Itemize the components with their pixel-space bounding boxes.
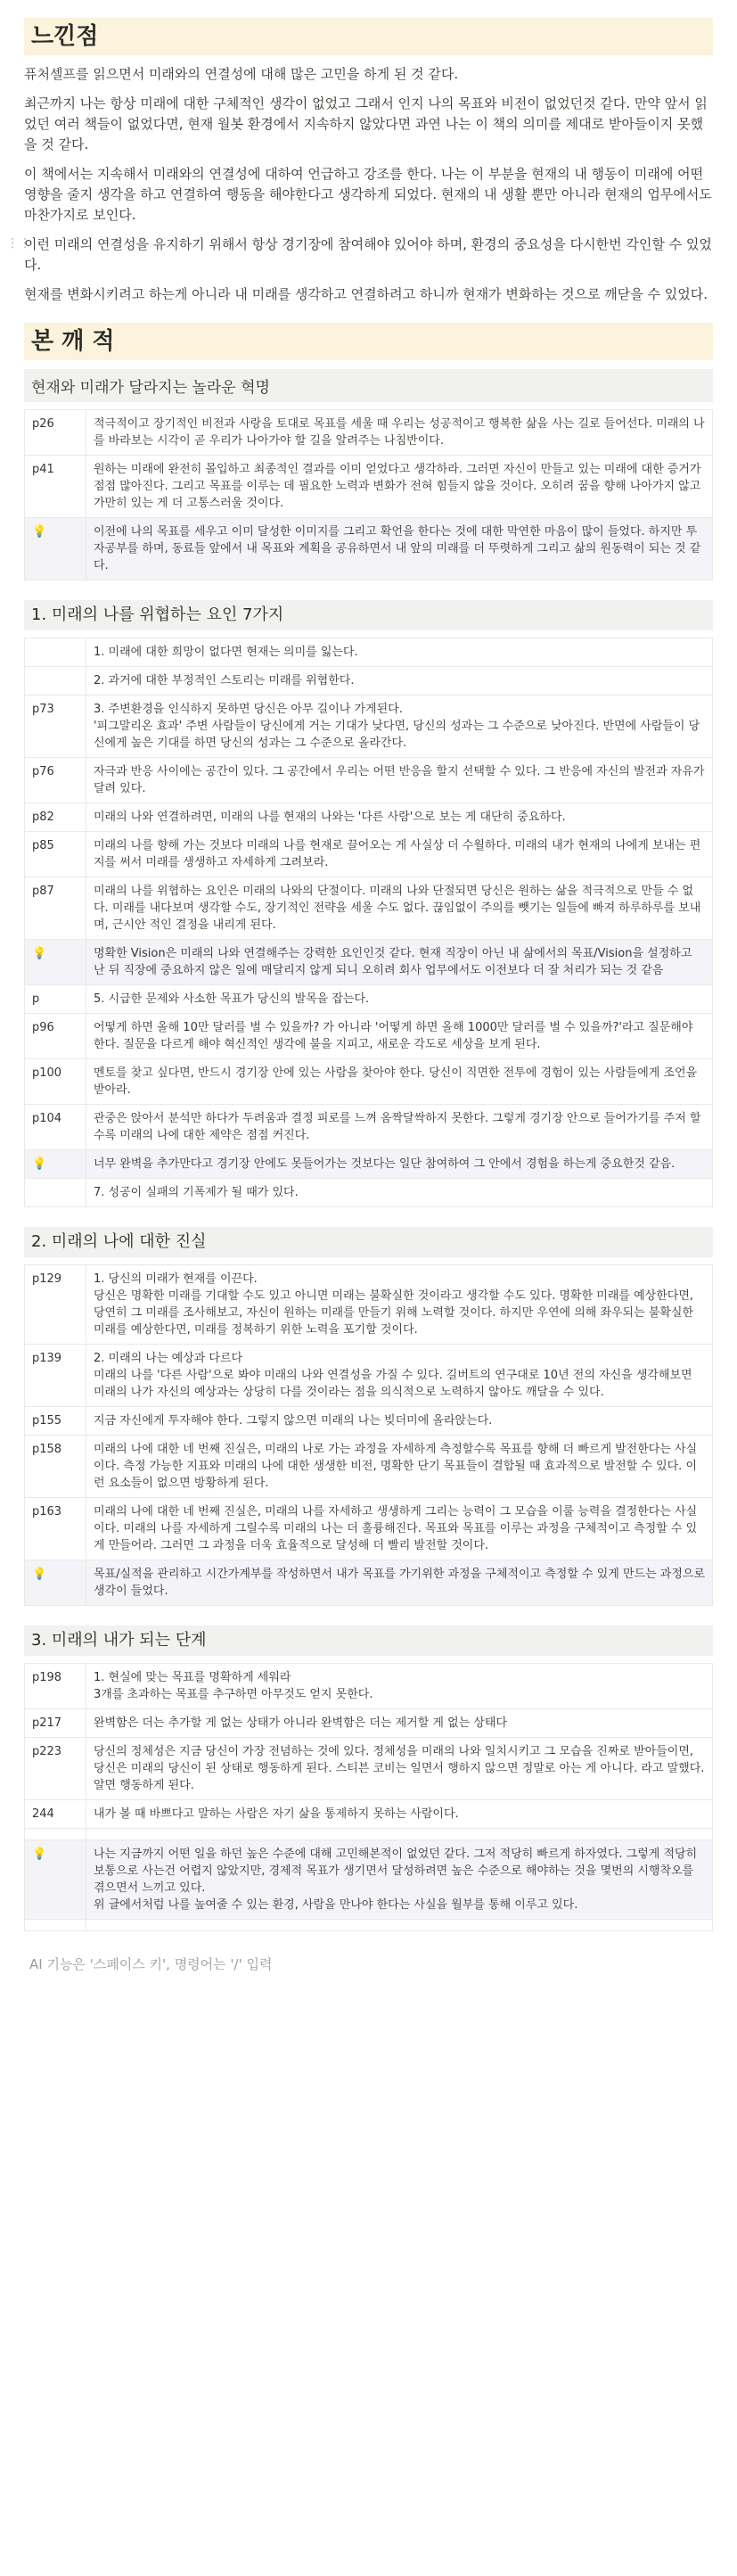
note-cell[interactable]: 나는 지금까지 어떤 일을 하던 높은 수준에 대해 고민해본적이 없었던 같다. 그저 적당히 빠르게 하자였다. 그렇게 적당히 보통으로 사는건 어렵지 않았지만, 경제적 목표가 생기면서 달성하려면 높은 수준으로 해야하는 것을 몇번의 시행착오를 겪으면서 느끼고 있다. 위 글에서처럼 나를 높여줄 수 있는 환경, 사람을 만나야 한다는 사실을 월부를 통해 이루고 있다. <box>86 1840 713 1920</box>
page-number-cell[interactable] <box>25 1829 86 1840</box>
note-cell[interactable]: 이전에 나의 목표를 세우고 이미 달성한 이미지를 그리고 확언을 한다는 것에 대한 막연한 마음이 많이 들었다. 하지만 투자공부를 하며, 동료들 앞에서 내 목표와 계획을 공유하면서 내 앞의 미래를 더 뚜렷하게 그리고 삶의 원동력이 되는 것 같다. <box>86 518 713 580</box>
note-cell[interactable]: 관중은 앉아서 분석만 하다가 두려움과 결정 피로를 느껴 옴짝달싹하지 못한다. 그렇게 경기장 안으로 들어가기를 주저 할수록 미래의 나에 대한 제약은 점점 커진다. <box>86 1105 713 1150</box>
page-number-cell[interactable]: p87 <box>25 877 86 940</box>
note-cell[interactable]: 미래의 나를 향해 가는 것보다 미래의 나를 현재로 끌어오는 게 사실상 더 수월하다. 미래의 내가 현재의 나에게 보내는 편지를 써서 미래를 생생하고 자세하게 그려보라. <box>86 832 713 877</box>
lightbulb-icon[interactable]: 💡 <box>25 1840 86 1920</box>
impression-title[interactable]: 느낀점 <box>31 23 99 50</box>
note-cell[interactable]: 명확한 Vision은 미래의 나와 연결해주는 강력한 요인인것 같다. 현재 직장이 아닌 내 삶에서의 목표/Vision을 설정하고 난 뒤 직장에 중요하지 않은 일에 매달리지 않게 되니 오히려 회사 업무에서도 이전보다 더 잘 처리가 되는 것 같음 <box>86 940 713 985</box>
note-cell[interactable]: 3. 주변환경을 인식하지 못하면 당신은 아무 길이나 가게된다. '피그말리온 효과' 주변 사람들이 당신에게 거는 기대가 낮다면, 당신의 성과는 그 수준으로 낮아진다. 반면에 사람들이 당신에게 높은 기대를 하면 당신의 성과는 그 수준으로 올라간다. <box>86 695 713 758</box>
page-number-cell[interactable]: p76 <box>25 758 86 803</box>
drag-handle-icon[interactable]: ⋮⋮ <box>6 236 31 251</box>
page-number-cell[interactable]: p100 <box>25 1059 86 1105</box>
note-cell[interactable]: 완벽함은 더는 추가할 게 없는 상태가 아니라 완벽함은 더는 제거할 게 없는 상태다 <box>86 1709 713 1738</box>
quote-row <box>25 1664 713 1709</box>
impression-body <box>6 64 713 305</box>
quote-row <box>25 667 713 695</box>
page-number-cell[interactable]: p158 <box>25 1436 86 1498</box>
note-cell[interactable]: 당신의 정체성은 지금 당신이 가장 전념하는 것에 있다. 정체성을 미래의 나와 일치시키고 그 모습을 진짜로 받아들이면, 당신은 미래의 당신이 된 상태로 행동하게 된다. 스티븐 코비는 일면서 행하지 않으면 정말로 아는 게 아니다. 라고 말했다. 알면 행동하게 된다. <box>86 1738 713 1800</box>
quote-row <box>25 1709 713 1738</box>
page-number-cell[interactable]: p85 <box>25 832 86 877</box>
quote-row <box>25 1059 713 1105</box>
sections-container <box>24 600 713 1931</box>
main-title[interactable]: 본 깨 적 <box>31 328 115 355</box>
page-number-cell[interactable]: p104 <box>25 1105 86 1150</box>
quote-row <box>25 1829 713 1840</box>
quote-row <box>25 1345 713 1407</box>
note-cell[interactable]: 어떻게 하면 올해 10만 달러를 벌 수 있을까? 가 아니라 '어떻게 하면 올해 1000만 달러를 벌 수 있을까?'라고 질문해야 한다. 질문을 다르게 해야 혁신적인 생각에 불을 지피고, 새로운 각도로 세상을 보게 된다. <box>86 1014 713 1059</box>
quote-row <box>25 877 713 940</box>
page-number-cell[interactable] <box>25 1179 86 1207</box>
page-number-cell[interactable] <box>25 1920 86 1931</box>
insight-row <box>25 1560 713 1606</box>
note-cell[interactable]: 2. 미래의 나는 예상과 다르다 미래의 나를 '다른 사람'으로 봐야 미래의 나와 연결성을 가질 수 있다. 길버트의 연구대로 10년 전의 자신을 생각해보면 미래의 나가 자신의 예상과는 상당히 다를 것이라는 점을 의식적으로 노력하지 않아도 깨달을 수 있다. <box>86 1345 713 1407</box>
note-cell[interactable]: 7. 성공이 실패의 기폭제가 될 때가 있다. <box>86 1179 713 1207</box>
note-cell[interactable]: 멘토를 찾고 싶다면, 반드시 경기장 안에 있는 사람을 찾아야 한다. 당신이 직면한 전투에 경험이 있는 사람들에게 조언을 받아라. <box>86 1059 713 1105</box>
page-number-cell[interactable]: 244 <box>25 1800 86 1829</box>
ai-hint-placeholder[interactable]: AI 기능은 '스페이스 키', 명령어는 '/' 입력 <box>29 1956 273 1972</box>
lightbulb-icon[interactable]: 💡 <box>25 940 86 985</box>
note-cell[interactable]: 2. 과거에 대한 부정적인 스토리는 미래를 위협한다. <box>86 667 713 695</box>
main-subtitle[interactable]: 현재와 미래가 달라지는 놀라운 혁명 <box>24 369 713 402</box>
lightbulb-icon[interactable]: 💡 <box>25 1560 86 1606</box>
section-table <box>24 1264 713 1606</box>
page-number-cell[interactable] <box>25 638 86 667</box>
note-cell[interactable]: 미래의 나를 위협하는 요인은 미래의 나와의 단절이다. 미래의 나와 단절되면 당신은 원하는 삶을 적극적으로 만들 수 없다. 미래를 내다보며 생각할 수도, 장기적인 전략을 세울 수도 없다. 끊임없이 주의를 뺏기는 일들에 빠져 하루하루를 보내며, 근시안 적인 결정을 내리게 된다. <box>86 877 713 940</box>
page-number-cell[interactable]: p73 <box>25 695 86 758</box>
note-cell[interactable]: 지금 자신에게 투자해야 한다. 그렇지 않으면 미래의 나는 빚더미에 올라앉는다. <box>86 1407 713 1436</box>
quote-row <box>25 1920 713 1931</box>
quote-row <box>25 985 713 1014</box>
page-number-cell[interactable]: p <box>25 985 86 1014</box>
note-cell[interactable]: 미래의 나에 대한 네 번째 진실은, 미래의 나로 가는 과정을 자세하게 측정할수록 목표를 향해 더 빠르게 발전한다는 사실이다. 측정 가능한 지표와 미래의 나에 대한 생생한 비전, 명확한 단기 목표들이 결합될 때 효과적으로 발전할 수 있다. 이런 요소들이 없으면 방황하게 된다. <box>86 1436 713 1498</box>
note-cell[interactable] <box>86 1829 713 1840</box>
insight-row <box>25 1150 713 1179</box>
note-cell[interactable]: 1. 당신의 미래가 현재를 이끈다. 당신은 명확한 미래를 기대할 수도 있고 아니면 미래는 불확실한 것이라고 생각할 수도 있다. 명확한 미래를 예상한다면, 당연히 그 미래를 조사해보고, 자신이 원하는 미래를 만들기 위해 노력할 것이다. 하지만 우연에 의해 좌우되는 불확실한 미래를 예상한다면, 미래를 정복하기 위한 노력을 포기할 것이다. <box>86 1265 713 1345</box>
quote-row <box>25 695 713 758</box>
note-cell[interactable]: 미래의 나에 대한 네 번째 진실은, 미래의 나를 자세하고 생생하게 그리는 능력이 그 모습을 이룰 능력을 결정한다는 사실이다. 미래의 나를 자세하게 그릴수록 미래의 나는 더 훌륭해진다. 목표와 목표를 이루는 과정을 구체적이고 측정할 수 있게 만들어라. 그러면 그 과정을 더욱 효율적으로 달성해 더 빨리 발전할 것이다. <box>86 1498 713 1560</box>
page-number-cell[interactable]: p139 <box>25 1345 86 1407</box>
section-table <box>24 638 713 1207</box>
page-number-cell[interactable] <box>25 667 86 695</box>
section-heading[interactable]: 2. 미래의 나에 대한 진실 <box>24 1227 713 1257</box>
quote-row <box>25 1498 713 1560</box>
quote-row <box>25 1738 713 1800</box>
insight-row <box>25 1840 713 1920</box>
note-cell[interactable]: 목표/실적을 관리하고 시간가계부를 작성하면서 내가 목표를 가기위한 과정을 구체적이고 측정할 수 있게 만드는 과정으로 생각이 들었다. <box>86 1560 713 1606</box>
quote-row <box>25 1265 713 1345</box>
section-heading[interactable]: 3. 미래의 내가 되는 단계 <box>24 1625 713 1656</box>
quote-row <box>25 758 713 803</box>
note-cell[interactable]: 원하는 미래에 완전히 몰입하고 최종적인 결과를 이미 얻었다고 생각하라. 그러면 자신이 만들고 있는 미래에 대한 증거가 점점 많아진다. 그리고 목표를 이루는 데 필요한 노력과 변화가 전혀 힘들지 않을 것이다. 오히려 꿈을 향해 나아가지 않고 가만히 있는 게 더 고통스러울 것이다. <box>86 456 713 518</box>
note-cell[interactable]: 내가 볼 때 바쁘다고 말하는 사람은 자기 삶을 통제하지 못하는 사람이다. <box>86 1800 713 1829</box>
lightbulb-icon[interactable]: 💡 <box>25 1150 86 1179</box>
section-heading[interactable]: 1. 미래의 나를 위협하는 요인 7가지 <box>24 600 713 630</box>
page-number-cell[interactable]: p82 <box>25 803 86 832</box>
page-number-cell[interactable]: p223 <box>25 1738 86 1800</box>
page-number-cell[interactable]: p129 <box>25 1265 86 1345</box>
page-number-cell[interactable]: p163 <box>25 1498 86 1560</box>
lightbulb-icon[interactable]: 💡 <box>25 518 86 580</box>
quote-row <box>25 1436 713 1498</box>
quote-row <box>25 1179 713 1207</box>
impression-header <box>24 18 713 55</box>
note-cell[interactable]: 5. 시급한 문제와 사소한 목표가 당신의 발목을 잡는다. <box>86 985 713 1014</box>
page-number-cell[interactable]: p41 <box>25 456 86 518</box>
quote-row <box>25 410 713 456</box>
quote-row <box>25 1407 713 1436</box>
note-cell[interactable]: 1. 현실에 맞는 목표를 명확하게 세워라 3개를 초과하는 목표를 추구하면 아무것도 얻지 못한다. <box>86 1664 713 1709</box>
impression-paragraph[interactable]: 이런 미래의 연결성을 유지하기 위해서 항상 경기장에 참여해야 있어야 하며, 환경의 중요성을 다시한번 각인할 수 있었다. <box>24 236 712 273</box>
insight-row <box>25 940 713 985</box>
impression-paragraph[interactable]: 현재를 변화시키려고 하는게 아니라 내 미래를 생각하고 연결하려고 하니까 현재가 변화하는 것으로 깨닫을 수 있었다. <box>24 286 708 302</box>
note-cell[interactable]: 미래의 나와 연결하려면, 미래의 나를 현재의 나와는 '다른 사람'으로 보는 게 대단히 중요하다. <box>86 803 713 832</box>
impression-paragraph[interactable]: 최근까지 나는 항상 미래에 대한 구체적인 생각이 없었고 그래서 인지 나의 목표와 비전이 없었던것 같다. 만약 앞서 읽었던 여러 책들이 없었다면, 현재 월봇 환경에서 지속하지 않았다면 과연 나는 이 책의 의미를 제대로 받아들이지 못했을 것 같다. <box>24 95 708 152</box>
main-header <box>24 323 713 360</box>
page-number-cell[interactable]: p155 <box>25 1407 86 1436</box>
note-cell[interactable] <box>86 1920 713 1931</box>
note-cell[interactable]: 너무 완벽을 추가만다고 경기장 안에도 못들어가는 것보다는 일단 참여하여 그 안에서 경험을 하는게 중요한것 같음. <box>86 1150 713 1179</box>
quote-row <box>25 456 713 518</box>
impression-paragraph[interactable]: 퓨처셀프를 읽으면서 미래와의 연결성에 대해 많은 고민을 하게 된 것 같다. <box>24 66 459 82</box>
note-cell[interactable]: 적극적이고 장기적인 비전과 사랑을 토대로 목표를 세울 때 우리는 성공적이고 행복한 삶을 사는 길로 들어선다. 미래의 나를 바라보는 시각이 곧 우리가 나아가야 할 길을 알려주는 나침반이다. <box>86 410 713 456</box>
page-number-cell[interactable]: p198 <box>25 1664 86 1709</box>
note-cell[interactable]: 1. 미래에 대한 희망이 없다면 현재는 의미를 잃는다. <box>86 638 713 667</box>
page-number-cell[interactable]: p96 <box>25 1014 86 1059</box>
quote-row <box>25 803 713 832</box>
insight-row <box>25 518 713 580</box>
quote-row <box>25 1800 713 1829</box>
note-cell[interactable]: 자극과 반응 사이에는 공간이 있다. 그 공간에서 우리는 어떤 반응을 할지 선택할 수 있다. 그 반응에 자신의 발전과 자유가 달려 있다. <box>86 758 713 803</box>
section-table <box>24 1663 713 1931</box>
page-number-cell[interactable]: p26 <box>25 410 86 456</box>
quote-row <box>25 1014 713 1059</box>
quote-row <box>25 638 713 667</box>
page-number-cell[interactable]: p217 <box>25 1709 86 1738</box>
impression-paragraph[interactable]: 이 책에서는 지속해서 미래와의 연결성에 대하여 언급하고 강조를 한다. 나는 이 부분을 현재의 내 행동이 미래에 어떤 영향을 줄지 생각을 하고 연결하여 행동을 해야한다고 생각하게 되었다. 현재의 내 생활 뿐만 아니라 현재의 업무에서도 마찬가지로 보인다. <box>24 166 712 223</box>
intro-table <box>24 409 713 580</box>
quote-row <box>25 832 713 877</box>
quote-row <box>25 1105 713 1150</box>
